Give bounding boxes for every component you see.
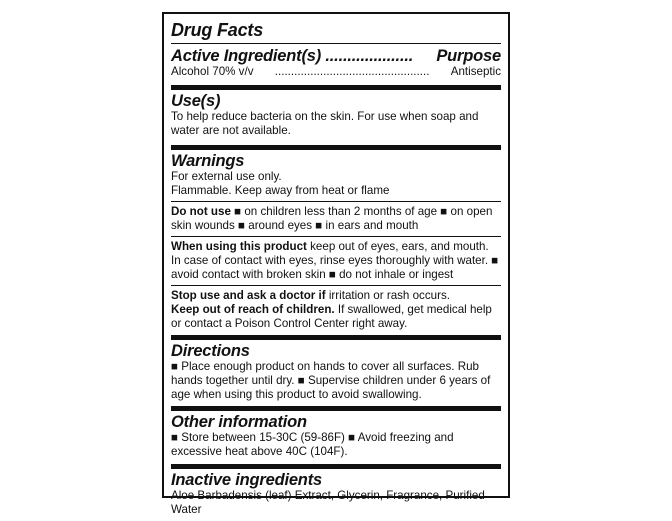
warnings-section xyxy=(171,145,501,201)
active-ingredients-heading-row xyxy=(171,47,501,65)
warnings-external-use: For external use only. xyxy=(171,170,282,183)
do-not-use-text xyxy=(171,205,501,233)
active-ingredient-dots: ................................................ xyxy=(274,65,430,78)
active-ingredient-purpose: Antiseptic xyxy=(450,65,501,78)
when-using-body: keep out of eyes, ears, and mouth. In case of contact with eyes, rinse eyes thoroughly with water. ■ avoid contact with broken skin ■ do not inhale or ingest xyxy=(171,240,499,281)
directions-text: ■ Place enough product on hands to cover all surfaces. Rub hands together until dry. ■ Supervise children under 6 years of age when using this product to avoid swallowing. xyxy=(171,360,491,401)
keep-out-body: If swallowed, get medical help or contact a Poison Control Center right away. xyxy=(171,303,492,330)
stop-use-label: Stop use and ask a doctor if xyxy=(171,289,326,302)
warnings-heading: Warnings xyxy=(171,152,245,170)
other-information-section xyxy=(171,406,501,464)
drug-facts-label xyxy=(162,12,510,516)
drug-facts-title: Drug Facts xyxy=(171,20,264,40)
active-ingredients-section xyxy=(171,43,501,85)
other-information-text: ■ Store between 15-30C (59-86F) ■ Avoid freezing and excessive heat above 40C (104F). xyxy=(171,431,454,458)
inactive-ingredients-section xyxy=(171,464,501,521)
warnings-flammable: Flammable. Keep away from heat or flame xyxy=(171,184,390,197)
when-using-text xyxy=(171,240,501,282)
do-not-use-label: Do not use xyxy=(171,205,231,218)
when-using-label: When using this product xyxy=(171,240,307,253)
stop-use-section xyxy=(171,285,501,335)
other-information-heading: Other information xyxy=(171,413,307,431)
stop-use-body: irritation or rash occurs. xyxy=(325,289,450,302)
directions-section xyxy=(171,335,501,406)
uses-heading: Use(s) xyxy=(171,92,221,110)
active-ingredients-heading: Active Ingredient(s) .................... xyxy=(171,47,414,65)
do-not-use-section xyxy=(171,201,501,236)
stop-use-text xyxy=(171,289,501,303)
when-using-section xyxy=(171,236,501,285)
do-not-use-body: ■ on children less than 2 months of age ■ on open skin wounds ■ around eyes ■ in ears and mouth xyxy=(171,205,493,232)
active-ingredient-row xyxy=(171,65,501,79)
uses-section xyxy=(171,85,501,145)
keep-out-text xyxy=(171,303,501,331)
inactive-ingredients-heading: Inactive ingredients xyxy=(171,471,322,489)
purpose-heading: Purpose xyxy=(436,47,501,65)
directions-heading: Directions xyxy=(171,342,250,360)
active-ingredient-name: Alcohol 70% v/v xyxy=(171,65,254,78)
uses-text: To help reduce bacteria on the skin. For use when soap and water are not available. xyxy=(171,110,479,137)
inactive-ingredients-text: Aloe Barbadensis (leaf) Extract, Glycerin, Fragrance, Purified Water xyxy=(171,489,485,516)
keep-out-label: Keep out of reach of children. xyxy=(171,303,335,316)
title-section xyxy=(171,14,501,43)
